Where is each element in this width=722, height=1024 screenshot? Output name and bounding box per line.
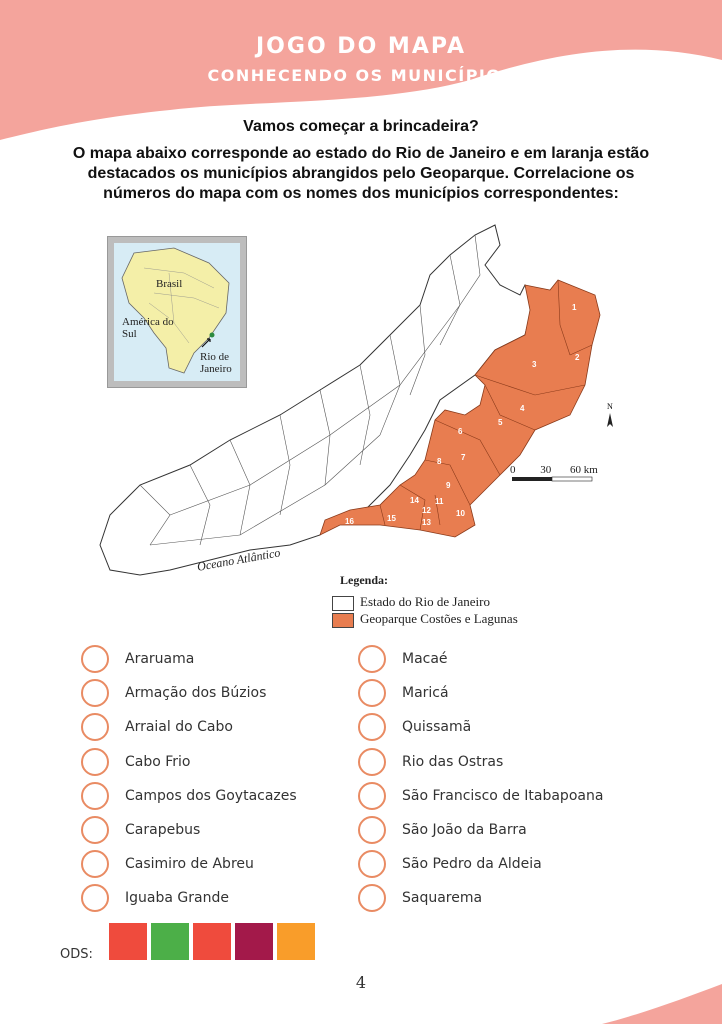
option-arraial-do-cabo: Arraial do Cabo xyxy=(81,710,297,744)
option-sao-pedro-da-aldeia: São Pedro da Aldeia xyxy=(358,847,603,881)
answer-circle[interactable] xyxy=(81,884,109,912)
ods-icon-5 xyxy=(277,923,315,960)
answer-circle[interactable] xyxy=(358,816,386,844)
legend-label-state: Estado do Rio de Janeiro xyxy=(360,594,490,609)
map-number-1: 1 xyxy=(572,303,577,312)
map-number-13: 13 xyxy=(422,518,431,527)
answer-circle[interactable] xyxy=(358,645,386,673)
map-number-2: 2 xyxy=(575,353,580,362)
option-campos-dos-goytacazes: Campos dos Goytacazes xyxy=(81,779,297,813)
map-number-16: 16 xyxy=(345,517,354,526)
north-label: N xyxy=(607,402,613,411)
answer-circle[interactable] xyxy=(81,850,109,878)
answer-circle[interactable] xyxy=(81,816,109,844)
scale-bar xyxy=(512,477,592,481)
legend-label-geoparque: Geoparque Costões e Lagunas xyxy=(360,611,518,626)
legend-swatch-white xyxy=(332,596,354,611)
answer-circle[interactable] xyxy=(81,713,109,741)
map-number-3: 3 xyxy=(532,360,537,369)
options-left-column xyxy=(81,642,297,916)
map-number-12: 12 xyxy=(422,506,431,515)
option-sao-joao-da-barra: São João da Barra xyxy=(358,813,603,847)
ods-icon-1 xyxy=(109,923,147,960)
option-quissama: Quissamã xyxy=(358,710,603,744)
answer-circle[interactable] xyxy=(358,850,386,878)
map-number-8: 8 xyxy=(437,457,442,466)
inset-label-rio-de-janeiro: Rio de Janeiro xyxy=(200,351,232,375)
inset-label-brasil: Brasil xyxy=(156,278,183,290)
map-number-6: 6 xyxy=(458,427,463,436)
option-macae: Macaé xyxy=(358,642,603,676)
map-number-5: 5 xyxy=(498,418,503,427)
option-araruama: Araruama xyxy=(81,642,297,676)
option-marica: Maricá xyxy=(358,676,603,710)
intro-text: Vamos começar a brincadeira? xyxy=(243,118,479,135)
map-number-15: 15 xyxy=(387,514,396,523)
north-arrow-icon xyxy=(607,413,613,427)
page-title: JOGO DO MAPA xyxy=(256,34,466,59)
inset-map xyxy=(107,236,247,388)
option-iguaba-grande: Iguaba Grande xyxy=(81,881,297,915)
answer-circle[interactable] xyxy=(81,748,109,776)
answer-circle[interactable] xyxy=(81,782,109,810)
option-sao-francisco-de-itabapoana: São Francisco de Itabapoana xyxy=(358,779,603,813)
map-number-7: 7 xyxy=(461,453,466,462)
answer-circle[interactable] xyxy=(358,679,386,707)
option-rio-das-ostras: Rio das Ostras xyxy=(358,745,603,779)
scale-labels xyxy=(510,464,598,476)
option-saquarema: Saquarema xyxy=(358,881,603,915)
corner-wave xyxy=(582,984,722,1024)
option-carapebus: Carapebus xyxy=(81,813,297,847)
ods-icon-4 xyxy=(235,923,273,960)
option-armacao-dos-buzios: Armação dos Búzios xyxy=(81,676,297,710)
page-subtitle: CONHECENDO OS MUNICÍPIOS xyxy=(207,66,515,85)
scale-tick-60: 60 km xyxy=(570,464,598,476)
inset-label-america-do-sul: América do Sul xyxy=(122,316,174,340)
instructions-text: O mapa abaixo corresponde ao estado do Rio de Janeiro e em laranja estão destacados os municípios abrangidos pelo Geoparque. Correlacione os números do mapa com os nomes dos municípios correspondentes: xyxy=(72,145,650,202)
legend-item-state xyxy=(332,594,490,611)
answer-circle[interactable] xyxy=(81,645,109,673)
ocean-label: Oceano Atlântico xyxy=(196,545,282,574)
page-number: 4 xyxy=(355,973,367,992)
scale-tick-0: 0 xyxy=(510,464,516,476)
options-right-column xyxy=(358,642,603,916)
legend-title: Legenda: xyxy=(340,573,388,587)
ods-icon-2 xyxy=(151,923,189,960)
option-cabo-frio: Cabo Frio xyxy=(81,745,297,779)
ods-icons xyxy=(109,923,315,960)
option-casimiro-de-abreu: Casimiro de Abreu xyxy=(81,847,297,881)
answer-circle[interactable] xyxy=(358,713,386,741)
ods-icon-3 xyxy=(193,923,231,960)
answer-circle[interactable] xyxy=(358,782,386,810)
map-number-10: 10 xyxy=(456,509,465,518)
map-number-14: 14 xyxy=(410,496,419,505)
map-number-9: 9 xyxy=(446,481,451,490)
map-number-11: 11 xyxy=(435,497,444,506)
ods-label: ODS: xyxy=(60,947,93,962)
legend-item-geoparque xyxy=(332,611,518,628)
scale-tick-30: 30 xyxy=(540,464,552,476)
answer-circle[interactable] xyxy=(358,748,386,776)
legend-swatch-orange xyxy=(332,613,354,628)
answer-circle[interactable] xyxy=(81,679,109,707)
map-number-4: 4 xyxy=(520,404,525,413)
answer-circle[interactable] xyxy=(358,884,386,912)
